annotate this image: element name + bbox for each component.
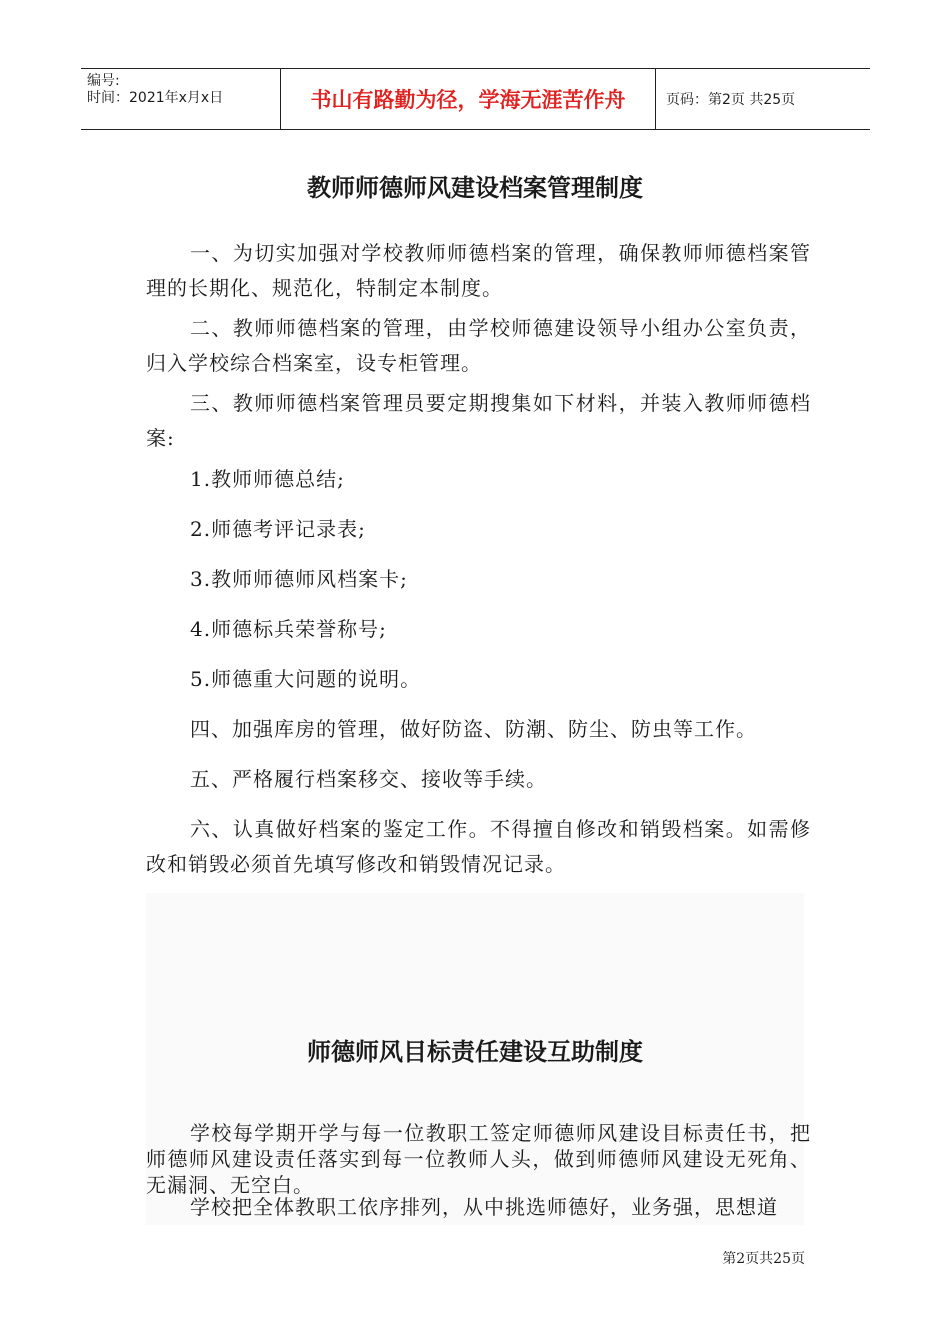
header-table xyxy=(81,68,870,130)
header-page-info: 页码：第2页 共25页 xyxy=(666,92,796,108)
doc1-paragraph-4: 四、加强库房的管理，做好防盗、防潮、防尘、防虫等工作。 xyxy=(190,717,757,741)
doc1-list-item: 2.师德考评记录表; xyxy=(190,517,366,541)
time-label: 时间：2021年x月x日 xyxy=(87,90,224,106)
doc2-title: 师德师风目标责任建设互助制度 xyxy=(307,1038,643,1066)
page-footer: 第2页共25页 xyxy=(722,1251,805,1267)
doc1-paragraph-1: 一、为切实加强对学校教师师德档案的管理，确保教师师德档案管理的长期化、规范化，特制定本制度。 xyxy=(146,241,811,300)
number-label: 编号: xyxy=(87,73,120,89)
doc1-paragraph-5: 五、严格履行档案移交、接收等手续。 xyxy=(190,767,547,791)
doc1-paragraph-3: 三、教师师德档案管理员要定期搜集如下材料，并装入教师师德档案: xyxy=(146,391,811,450)
doc1-list-item: 4.师德标兵荣誉称号; xyxy=(190,617,387,641)
doc1-title: 教师师德师风建设档案管理制度 xyxy=(307,174,643,202)
doc2-paragraph-1: 学校每学期开学与每一位教职工签定师德师风建设目标责任书，把师德师风建设责任落实到每一位教师人头，做到师德师风建设无死角、无漏洞、无空白。 xyxy=(146,1121,811,1197)
doc1-list-item: 5.师德重大问题的说明。 xyxy=(190,667,422,691)
doc1-paragraph-2: 二、教师师德档案的管理，由学校师德建设领导小组办公室负责，归入学校综合档案室，设专柜管理。 xyxy=(146,316,811,375)
doc1-paragraph-6: 六、认真做好档案的鉴定工作。不得擅自修改和销毁档案。如需修改和销毁必须首先填写修改和销毁情况记录。 xyxy=(146,817,811,876)
header-meta xyxy=(81,69,281,129)
header-motto: 书山有路勤为径，学海无涯苦作舟 xyxy=(281,69,656,129)
doc1-list-item: 1.教师师德总结; xyxy=(190,467,345,491)
doc2-paragraph-2: 学校把全体教职工依序排列，从中挑选师德好，业务强，思想道 xyxy=(190,1195,778,1219)
doc1-list-item: 3.教师师德师风档案卡; xyxy=(190,567,408,591)
